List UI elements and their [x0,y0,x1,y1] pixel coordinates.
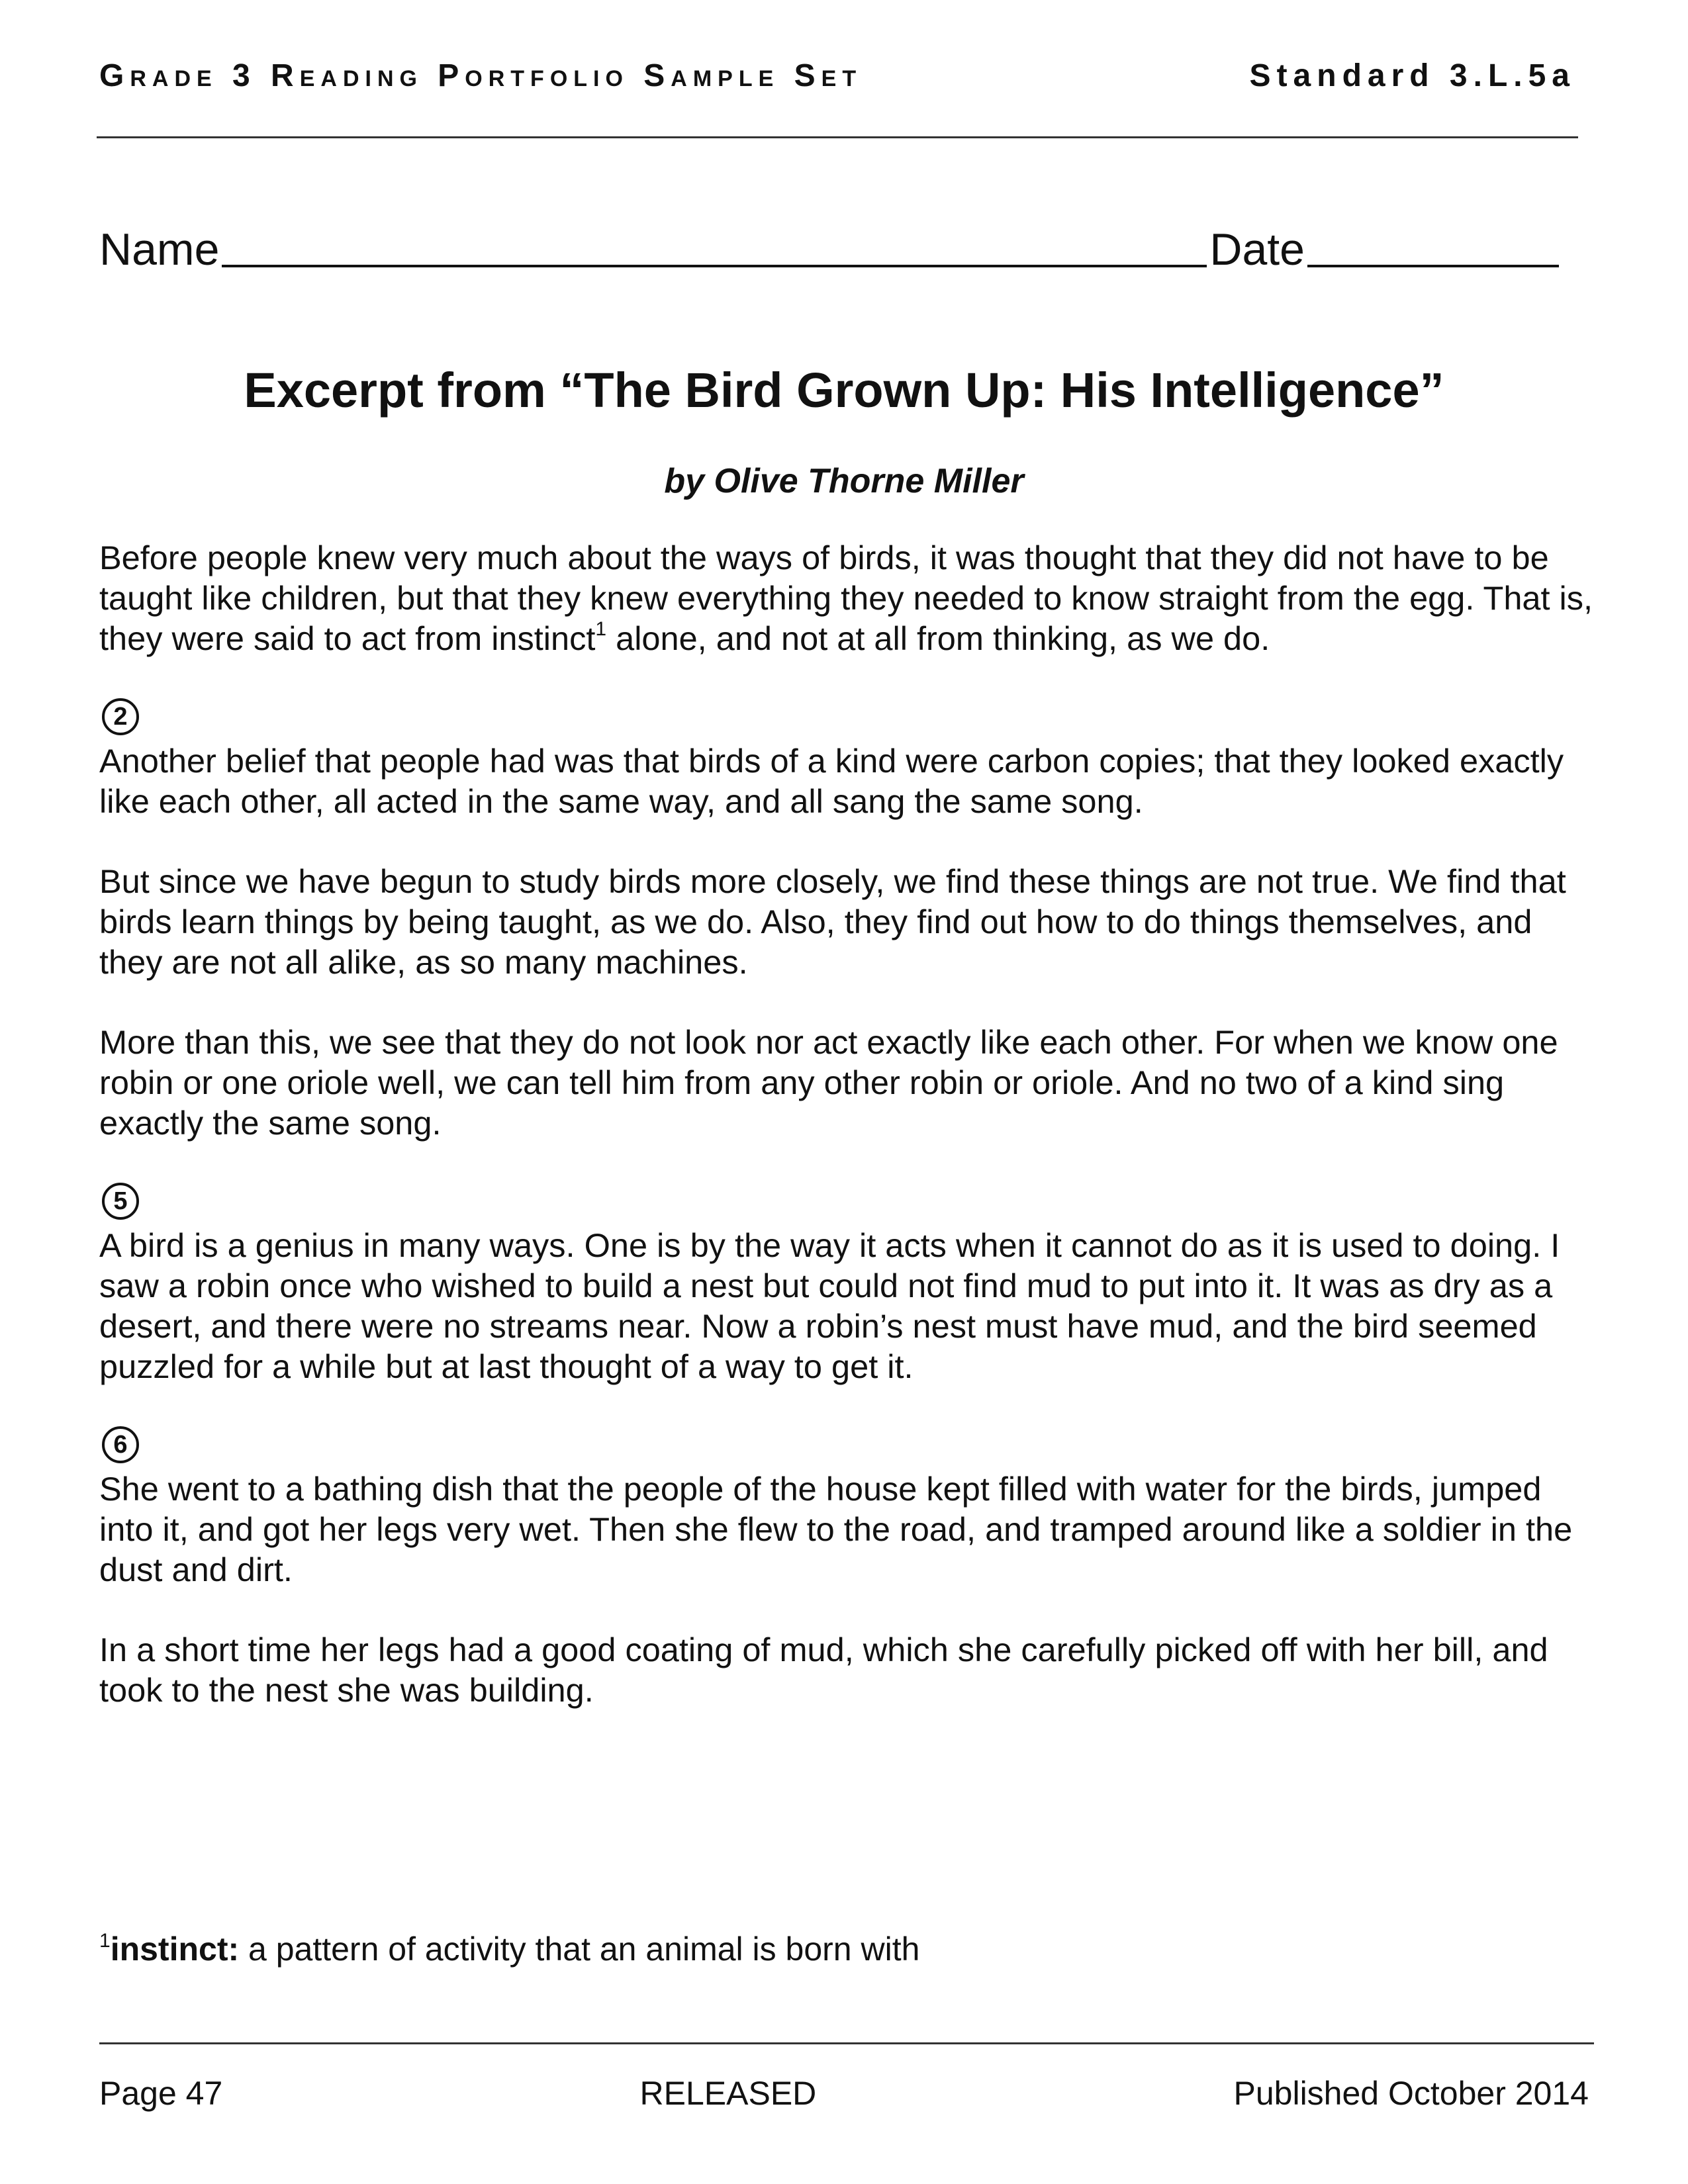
running-header [99,56,1575,95]
paragraph-1-text-end: alone, and not at all from thinking, as we do. [606,619,1270,657]
footnote-term: instinct: [110,1931,240,1968]
page-number: Page 47 [99,2075,223,2112]
date-label: Date [1209,224,1305,275]
footnote-definition: a pattern of activity that an animal is born with [239,1931,920,1968]
passage-body [99,537,1595,1750]
footnote-reference: 1 [595,618,607,640]
page-footer [99,2070,1589,2116]
header-divider [97,136,1578,138]
footer-divider [99,2042,1594,2044]
paragraph-2: Another belief that people had was that birds of a kind were carbon copies; that they looked exactly like each other, all acted in the same way, and all sang the same song. [99,742,1564,820]
name-blank [222,265,1207,267]
footnote-number: 1 [99,1930,111,1952]
publish-date: Published October 2014 [1233,2075,1589,2112]
name-date-line [99,216,1559,275]
passage-title: Excerpt from “The Bird Grown Up: His Intelligence” [244,363,1444,418]
series-title: Grade 3 Reading Portfolio Sample Set [99,58,863,93]
paragraph-1-text-start: Before people knew very much about the ways of birds, it was thought that they did not have to be taught like children, but that they knew everything they needed to know straight from the egg. That is, they were said to act from instinct [99,539,1593,657]
passage-byline: by Olive Thorne Miller [664,462,1024,500]
footnote [99,1929,919,1970]
release-status: RELEASED [639,2075,817,2112]
paragraph-4: More than this, we see that they do not look nor act exactly like each other. For when we know one robin or one oriole well, we can tell him from any other robin or oriole. And no two of a kind sing exactly the same song. [99,1023,1558,1142]
standard-label: Standard 3.L.5a [1249,58,1575,93]
paragraph-6: She went to a bathing dish that the people of the house kept filled with water for the birds, jumped into it, and got her legs very wet. Then she flew to the road, and tramped around like a soldier in the dust and dirt. [99,1470,1573,1588]
paragraph-number-marker: 5 [102,1183,139,1220]
paragraph-1 [99,537,1595,659]
paragraph-5: A bird is a genius in many ways. One is by the way it acts when it cannot do as it is used to doing. I saw a robin once who wished to build a nest but could not find mud to put into it. It was as dry as a desert, and there were no streams near. Now a robin’s nest must have mud, and the bird seemed puzzled for a while but at last thought of a way to get it. [99,1226,1560,1385]
paragraph-3: But since we have begun to study birds more closely, we find these things are not true. We find that birds learn things by being taught, as we do. Also, they find out how to do things themselves, and they are not all alike, as so many machines. [99,862,1566,981]
paragraph-number-marker: 6 [102,1426,139,1463]
date-blank [1307,265,1559,267]
name-label: Name [99,224,220,275]
paragraph-number-marker: 2 [102,698,139,735]
paragraph-7: In a short time her legs had a good coating of mud, which she carefully picked off with her bill, and took to the nest she was building. [99,1631,1548,1709]
